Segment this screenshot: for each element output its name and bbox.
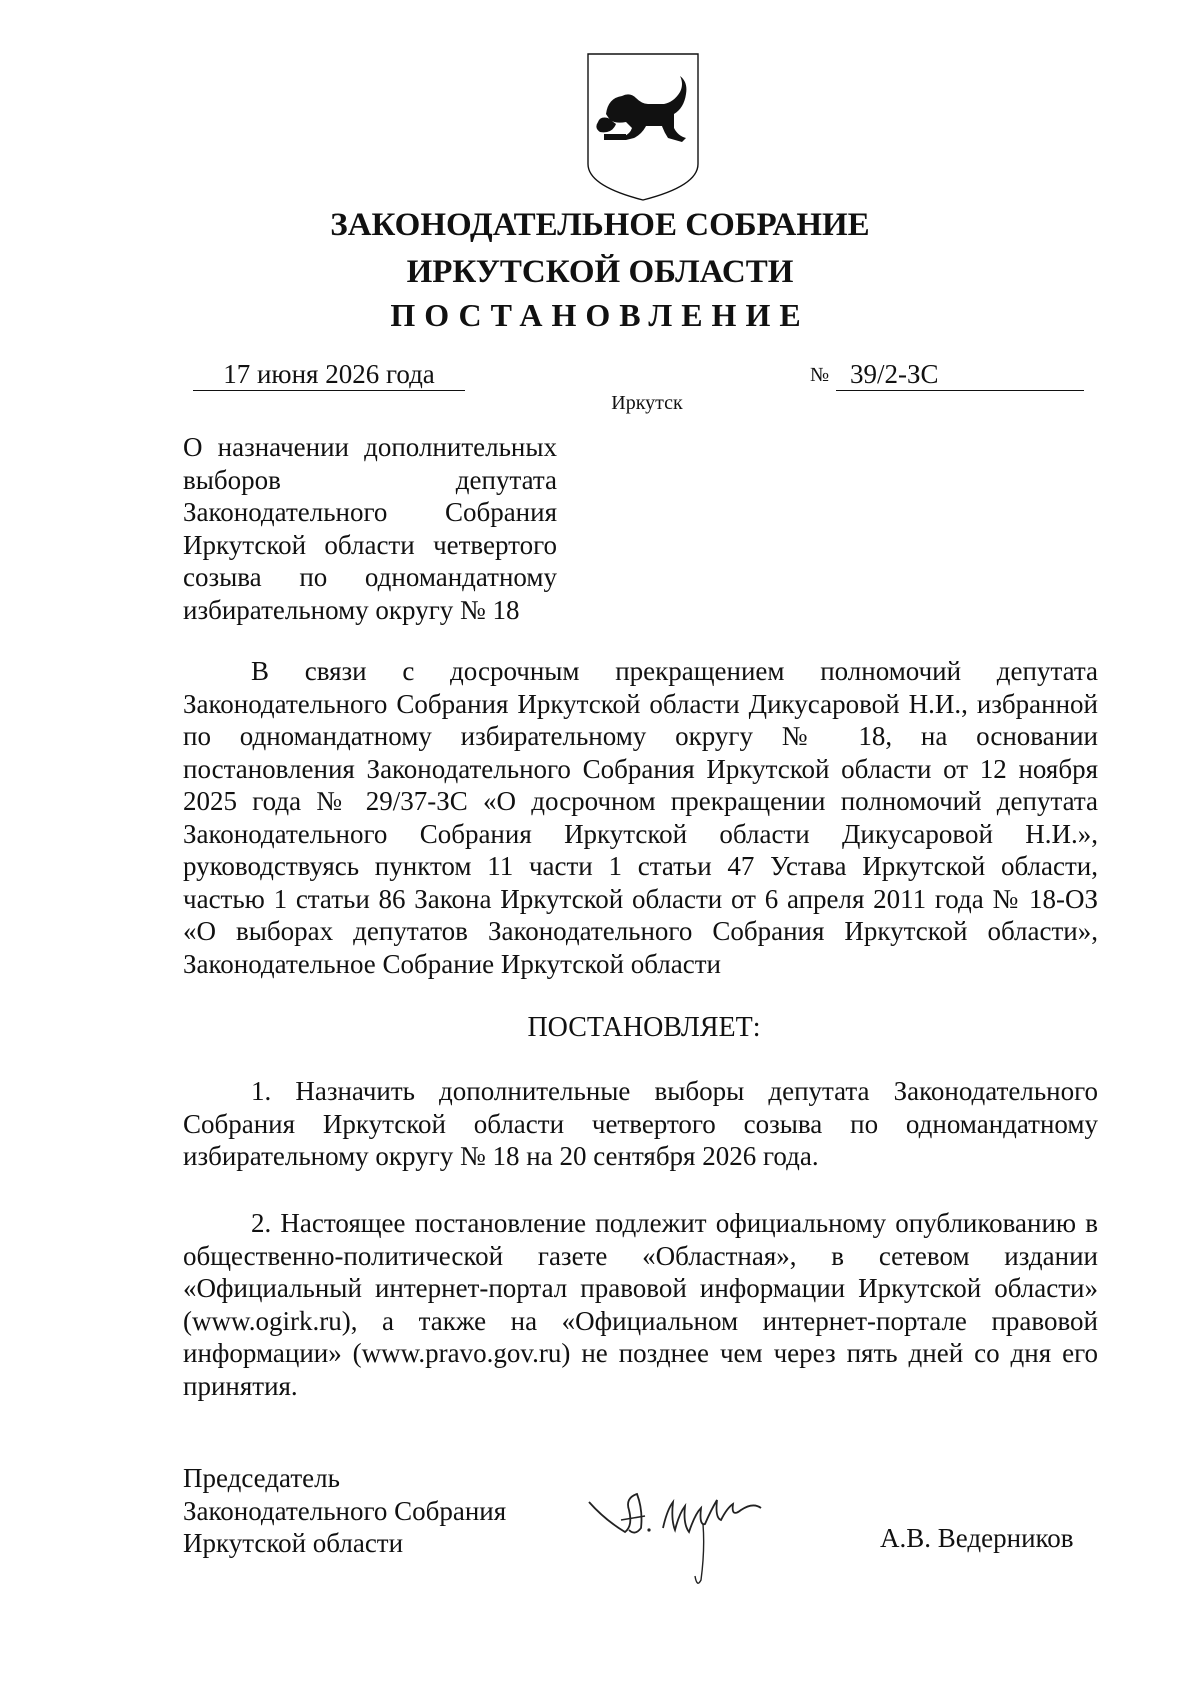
subject-line: избирательному округу № 18 bbox=[183, 594, 520, 625]
document-subject bbox=[183, 431, 557, 626]
signer-title bbox=[183, 1462, 506, 1560]
org-name-line2: ИРКУТСКОЙ ОБЛАСТИ bbox=[406, 254, 794, 290]
handwritten-signature bbox=[585, 1480, 845, 1600]
signer-title-line: Иркутской области bbox=[183, 1528, 404, 1558]
subject-line: выборов депутата bbox=[183, 464, 557, 495]
subject-line: Законодательного Собрания bbox=[183, 497, 557, 527]
item-1-paragraph: 1. Назначить дополнительные выборы депутата Законодательного Собрания Иркутской области четвертого созыва по одномандатному избирательному округу № 18 на 20 сентября 2026 года. bbox=[183, 1076, 1098, 1171]
signer-title-line: Законодательного Собрания bbox=[183, 1495, 507, 1526]
document-date: 17 июня 2026 года bbox=[193, 358, 465, 391]
subject-line: О назначении дополнительных bbox=[183, 432, 557, 462]
decree-heading: ПОСТАНОВЛЯЕТ: bbox=[527, 1012, 761, 1043]
subject-line: созыва по одномандатному bbox=[183, 562, 557, 592]
number-label: № bbox=[810, 364, 830, 386]
item-2-paragraph: 2. Настоящее постановление подлежит официальному опубликованию в общественно-политической газете «Областная», в сетевом издании «Официальный интернет-портал правовой информации Иркутской области» (www.ogirk.ru), а также на «Официальном интернет-портале правовой информации» (www.pravo.gov.ru) не позднее чем через пять дней со дня его принятия. bbox=[183, 1208, 1098, 1401]
document-number: 39/2-ЗС bbox=[836, 358, 1084, 391]
signer-name: А.В. Ведерников bbox=[880, 1523, 1074, 1553]
city: Иркутск bbox=[611, 392, 683, 414]
babr-icon bbox=[606, 76, 686, 142]
org-name-line1: ЗАКОНОДАТЕЛЬНОЕ СОБРАНИЕ bbox=[330, 207, 870, 243]
document-type: ПОСТАНОВЛЕНИЕ bbox=[390, 297, 810, 333]
preamble-paragraph: В связи с досрочным прекращением полномочий депутата Законодательного Собрания Иркутской области Дикусаровой Н.И., избранной по одномандатному избирательному округу № 18, на основании постановления Законодательного Собрания Иркутской области от 12 ноября 2025 года № 29/37-ЗС «О досрочном прекращении полномочий депутата Законодательного Собрания Иркутской области Дикусаровой Н.И.», руководствуясь пунктом 11 части 1 статьи 47 Устава Иркутской области, частью 1 статьи 86 Закона Иркутской области от 6 апреля 2011 года № 18-ОЗ «О выборах депутатов Законодательного Собрания Иркутской области», Законодательное Собрание Иркутской области bbox=[183, 656, 1098, 979]
coat-of-arms-emblem bbox=[586, 52, 700, 202]
subject-line: Иркутской области четвертого bbox=[183, 529, 557, 560]
signer-title-line: Председатель bbox=[183, 1463, 340, 1493]
